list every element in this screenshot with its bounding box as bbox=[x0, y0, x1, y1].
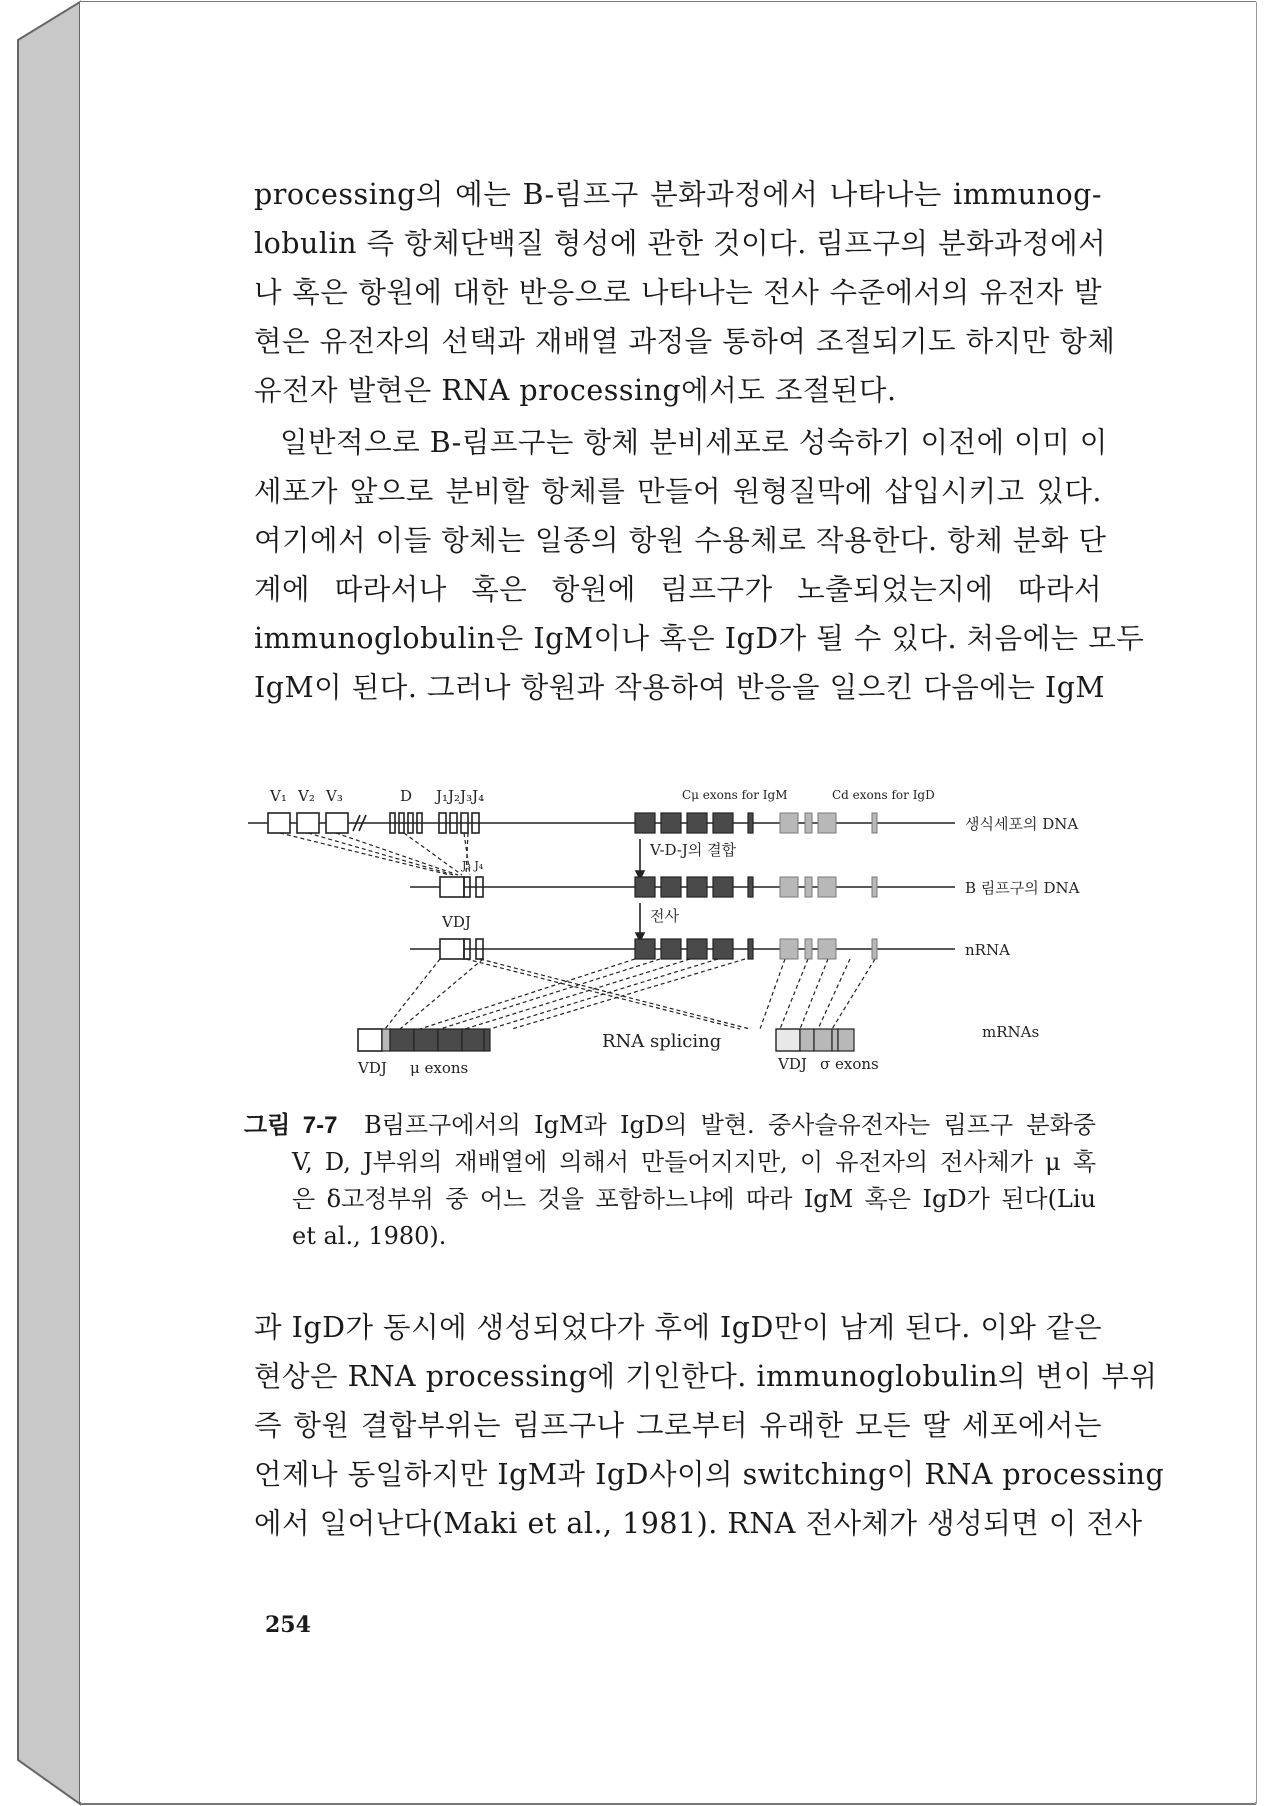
mu-exon bbox=[635, 877, 655, 897]
row-label-germline: 생식세포의 DNA bbox=[965, 815, 1079, 833]
delta-exon bbox=[780, 813, 798, 833]
row-label-nrna: nRNA bbox=[965, 941, 1010, 959]
text-line: 과 IgD가 동시에 생성되었다가 후에 IgD만이 남게 된다. 이와 같은 bbox=[254, 1311, 1103, 1344]
mu-exon bbox=[661, 877, 681, 897]
mu-exon bbox=[635, 939, 655, 959]
text-line: 유전자 발현은 RNA processing에서도 조절된다. bbox=[254, 374, 897, 407]
figure-caption bbox=[244, 1107, 1096, 1255]
mu-exon bbox=[713, 939, 733, 959]
text-line: 세포가 앞으로 분비할 항체를 만들어 원형질막에 삽입시키고 있다. bbox=[254, 475, 1102, 508]
label-mu-vdj: VDJ bbox=[358, 1059, 387, 1077]
mu-exon bbox=[748, 877, 753, 897]
delta-exon bbox=[805, 877, 812, 897]
delta-exon bbox=[818, 939, 836, 959]
label-v2: V₂ bbox=[298, 787, 315, 805]
text-line: 나 혹은 항원에 대한 반응으로 나타나는 전사 수준에서의 유전자 발 bbox=[254, 276, 1102, 309]
delta-exon bbox=[780, 877, 798, 897]
caption-line: et al., 1980). bbox=[292, 1222, 447, 1250]
caption-line: V, D, J부위의 재배열에 의해서 만들어지지만, 이 유전자의 전사체가 μ 혹 bbox=[292, 1148, 1096, 1176]
delta-exon bbox=[872, 813, 877, 833]
mu-exon bbox=[713, 877, 733, 897]
page-number: 254 bbox=[265, 1612, 311, 1638]
delta-exon bbox=[805, 813, 812, 833]
text-line: lobulin 즉 항체단백질 형성에 관한 것이다. 림프구의 분화과정에서 bbox=[254, 227, 1107, 260]
text-line: 여기에서 이들 항체는 일종의 항원 수용체로 작용한다. 항체 분화 단 bbox=[254, 524, 1107, 557]
text-line: 현은 유전자의 선택과 재배열 과정을 통하여 조절되기도 하지만 항체 bbox=[254, 325, 1116, 358]
label-cd: Cd exons for IgD bbox=[832, 788, 935, 802]
paragraph-2 bbox=[254, 418, 1145, 712]
delta-exon bbox=[872, 939, 877, 959]
label-rna-splicing: RNA splicing bbox=[602, 1031, 722, 1052]
delta-exon bbox=[818, 877, 836, 897]
mu-exon bbox=[661, 813, 681, 833]
paragraph-3 bbox=[254, 1303, 1165, 1548]
label-mu-exons: μ exons bbox=[410, 1059, 469, 1077]
label-transcription: 전사 bbox=[650, 907, 679, 925]
label-d: D bbox=[400, 787, 413, 805]
text-line: immunoglobulin은 IgM이나 혹은 IgD가 될 수 있다. 처음에는 모두 bbox=[254, 622, 1145, 655]
mu-exon bbox=[713, 813, 733, 833]
row-label-b-cell: B 림프구의 DNA bbox=[965, 879, 1080, 897]
mu-exon bbox=[687, 939, 707, 959]
mu-exon bbox=[687, 813, 707, 833]
text-line: IgM이 된다. 그러나 항원과 작용하여 반응을 일으킨 다음에는 IgM bbox=[254, 671, 1106, 704]
delta-exon bbox=[818, 813, 836, 833]
label-cmu: Cμ exons for IgM bbox=[682, 788, 788, 802]
row-label-mrnas: mRNAs bbox=[982, 1023, 1040, 1041]
mu-exon bbox=[748, 939, 753, 959]
gene-expression-figure bbox=[240, 775, 1140, 1085]
text-line: 언제나 동일하지만 IgM과 IgD사이의 switching이 RNA processing bbox=[254, 1458, 1165, 1491]
text-line: 일반적으로 B-림프구는 항체 분비세포로 성숙하기 이전에 이미 이 bbox=[280, 426, 1108, 459]
mu-exon bbox=[687, 877, 707, 897]
text-line: 즉 항원 결합부위는 림프구나 그로부터 유래한 모든 딸 세포에서는 bbox=[254, 1409, 1102, 1442]
label-delta-vdj: VDJ bbox=[778, 1055, 807, 1073]
label-v1: V₁ bbox=[270, 787, 287, 805]
label-j3j4: J₃ J₄ bbox=[462, 859, 484, 872]
delta-exon bbox=[872, 877, 877, 897]
text-line: processing의 예는 B-림프구 분화과정에서 나타나는 immunog- bbox=[254, 178, 1102, 211]
paragraph-1 bbox=[254, 170, 1116, 415]
label-vdj-join: V-D-J의 결합 bbox=[650, 841, 737, 859]
text-line: 계에 따라서나 혹은 항원에 림프구가 노출되었는지에 따라서 bbox=[254, 573, 1102, 606]
label-delta-exons: σ exons bbox=[820, 1055, 879, 1073]
delta-exon bbox=[780, 939, 798, 959]
mu-exon bbox=[661, 939, 681, 959]
caption-line: 은 δ고정부위 중 어느 것을 포함하느냐에 따라 IgM 혹은 IgD가 된다(Liu bbox=[292, 1185, 1096, 1213]
caption-label: 그림 7-7 bbox=[244, 1112, 338, 1139]
label-j: J₁J₂J₃J₄ bbox=[436, 787, 485, 805]
text-line: 에서 일어난다(Maki et al., 1981). RNA 전사체가 생성되면 이 전사 bbox=[254, 1507, 1143, 1540]
label-vdj: VDJ bbox=[442, 913, 471, 931]
mu-exon bbox=[635, 813, 655, 833]
delta-exon bbox=[805, 939, 812, 959]
book-spine-edge bbox=[18, 2, 80, 1804]
text-line: 현상은 RNA processing에 기인한다. immunoglobulin의 변이 부위 bbox=[254, 1360, 1158, 1393]
caption-line: B림프구에서의 IgM과 IgD의 발현. 중사슬유전자는 림프구 분화중 bbox=[364, 1111, 1096, 1139]
label-v3: V₃ bbox=[326, 787, 343, 805]
mu-exon bbox=[748, 813, 753, 833]
